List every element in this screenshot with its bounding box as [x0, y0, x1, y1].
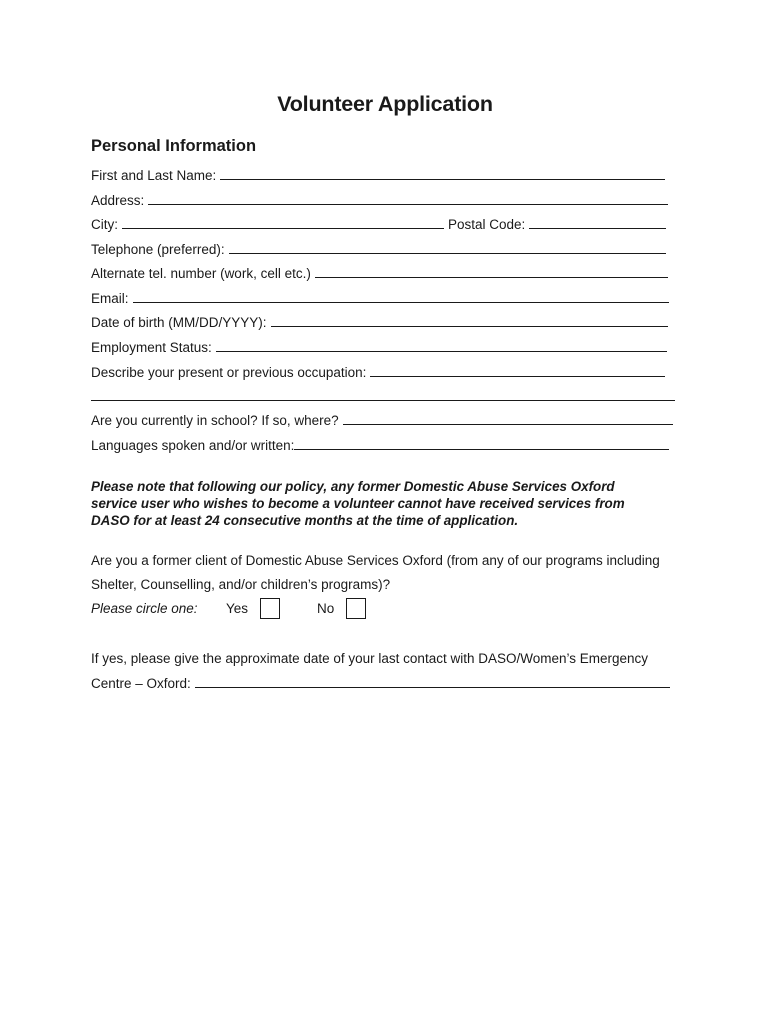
languages-input-line[interactable]	[294, 437, 669, 450]
city-label: City:	[91, 217, 118, 232]
name-field	[91, 167, 665, 185]
no-checkbox[interactable]	[346, 598, 366, 619]
name-input-line[interactable]	[220, 167, 665, 180]
yes-checkbox[interactable]	[260, 598, 280, 619]
dob-input-line[interactable]	[271, 314, 668, 327]
school-input-line[interactable]	[343, 412, 673, 425]
city-postal-field	[91, 216, 666, 234]
telephone-field	[91, 241, 666, 259]
languages-label: Languages spoken and/or written:	[91, 438, 295, 453]
email-input-line[interactable]	[133, 290, 669, 303]
employment-field	[91, 339, 667, 357]
former-client-answer-row	[91, 598, 411, 624]
alt-tel-field	[91, 265, 668, 283]
email-label: Email:	[91, 291, 129, 306]
name-label: First and Last Name:	[91, 168, 217, 183]
postal-code-label: Postal Code:	[448, 217, 526, 232]
occupation-input-line[interactable]	[370, 364, 665, 377]
no-label: No	[317, 601, 335, 616]
employment-label: Employment Status:	[91, 340, 212, 355]
dob-label: Date of birth (MM/DD/YYYY):	[91, 315, 267, 330]
address-label: Address:	[91, 193, 145, 208]
occupation-continuation-line[interactable]	[91, 388, 675, 401]
occupation-continuation-field	[91, 388, 675, 406]
school-label: Are you currently in school? If so, where?	[91, 413, 339, 428]
notice-line: DASO for at least 24 consecutive months at the time of application.	[91, 513, 519, 528]
address-input-line[interactable]	[148, 192, 668, 205]
telephone-input-line[interactable]	[229, 241, 666, 254]
alt-tel-input-line[interactable]	[315, 265, 668, 278]
yes-label: Yes	[226, 601, 249, 616]
email-field	[91, 290, 669, 308]
circle-one-prompt: Please circle one:	[91, 601, 198, 616]
employment-input-line[interactable]	[216, 339, 667, 352]
former-client-question-line: Shelter, Counselling, and/or children’s programs)?	[91, 577, 391, 592]
city-input-line[interactable]	[122, 216, 444, 229]
notice-line: service user who wishes to become a volunteer cannot have received services from	[91, 496, 625, 511]
postal-code-input-line[interactable]	[529, 216, 666, 229]
school-field	[91, 412, 673, 430]
last-contact-question-line: If yes, please give the approximate date of your last contact with DASO/Women’s Emergency	[91, 651, 649, 666]
alt-tel-label: Alternate tel. number (work, cell etc.)	[91, 266, 311, 281]
address-field	[91, 192, 668, 210]
section-heading-personal-information: Personal Information	[91, 137, 257, 155]
last-contact-input-line[interactable]	[195, 675, 670, 688]
dob-field	[91, 314, 668, 332]
page-title: Volunteer Application	[277, 92, 493, 116]
languages-field	[91, 437, 669, 455]
former-client-question-line: Are you a former client of Domestic Abuse Services Oxford (from any of our programs including	[91, 553, 660, 568]
occupation-field	[91, 364, 665, 382]
last-contact-field	[91, 675, 670, 693]
last-contact-label: Centre – Oxford:	[91, 676, 191, 691]
policy-notice	[91, 478, 661, 529]
telephone-label: Telephone (preferred):	[91, 242, 225, 257]
notice-line: Please note that following our policy, any former Domestic Abuse Services Oxford	[91, 479, 615, 494]
occupation-label: Describe your present or previous occupation:	[91, 365, 367, 380]
